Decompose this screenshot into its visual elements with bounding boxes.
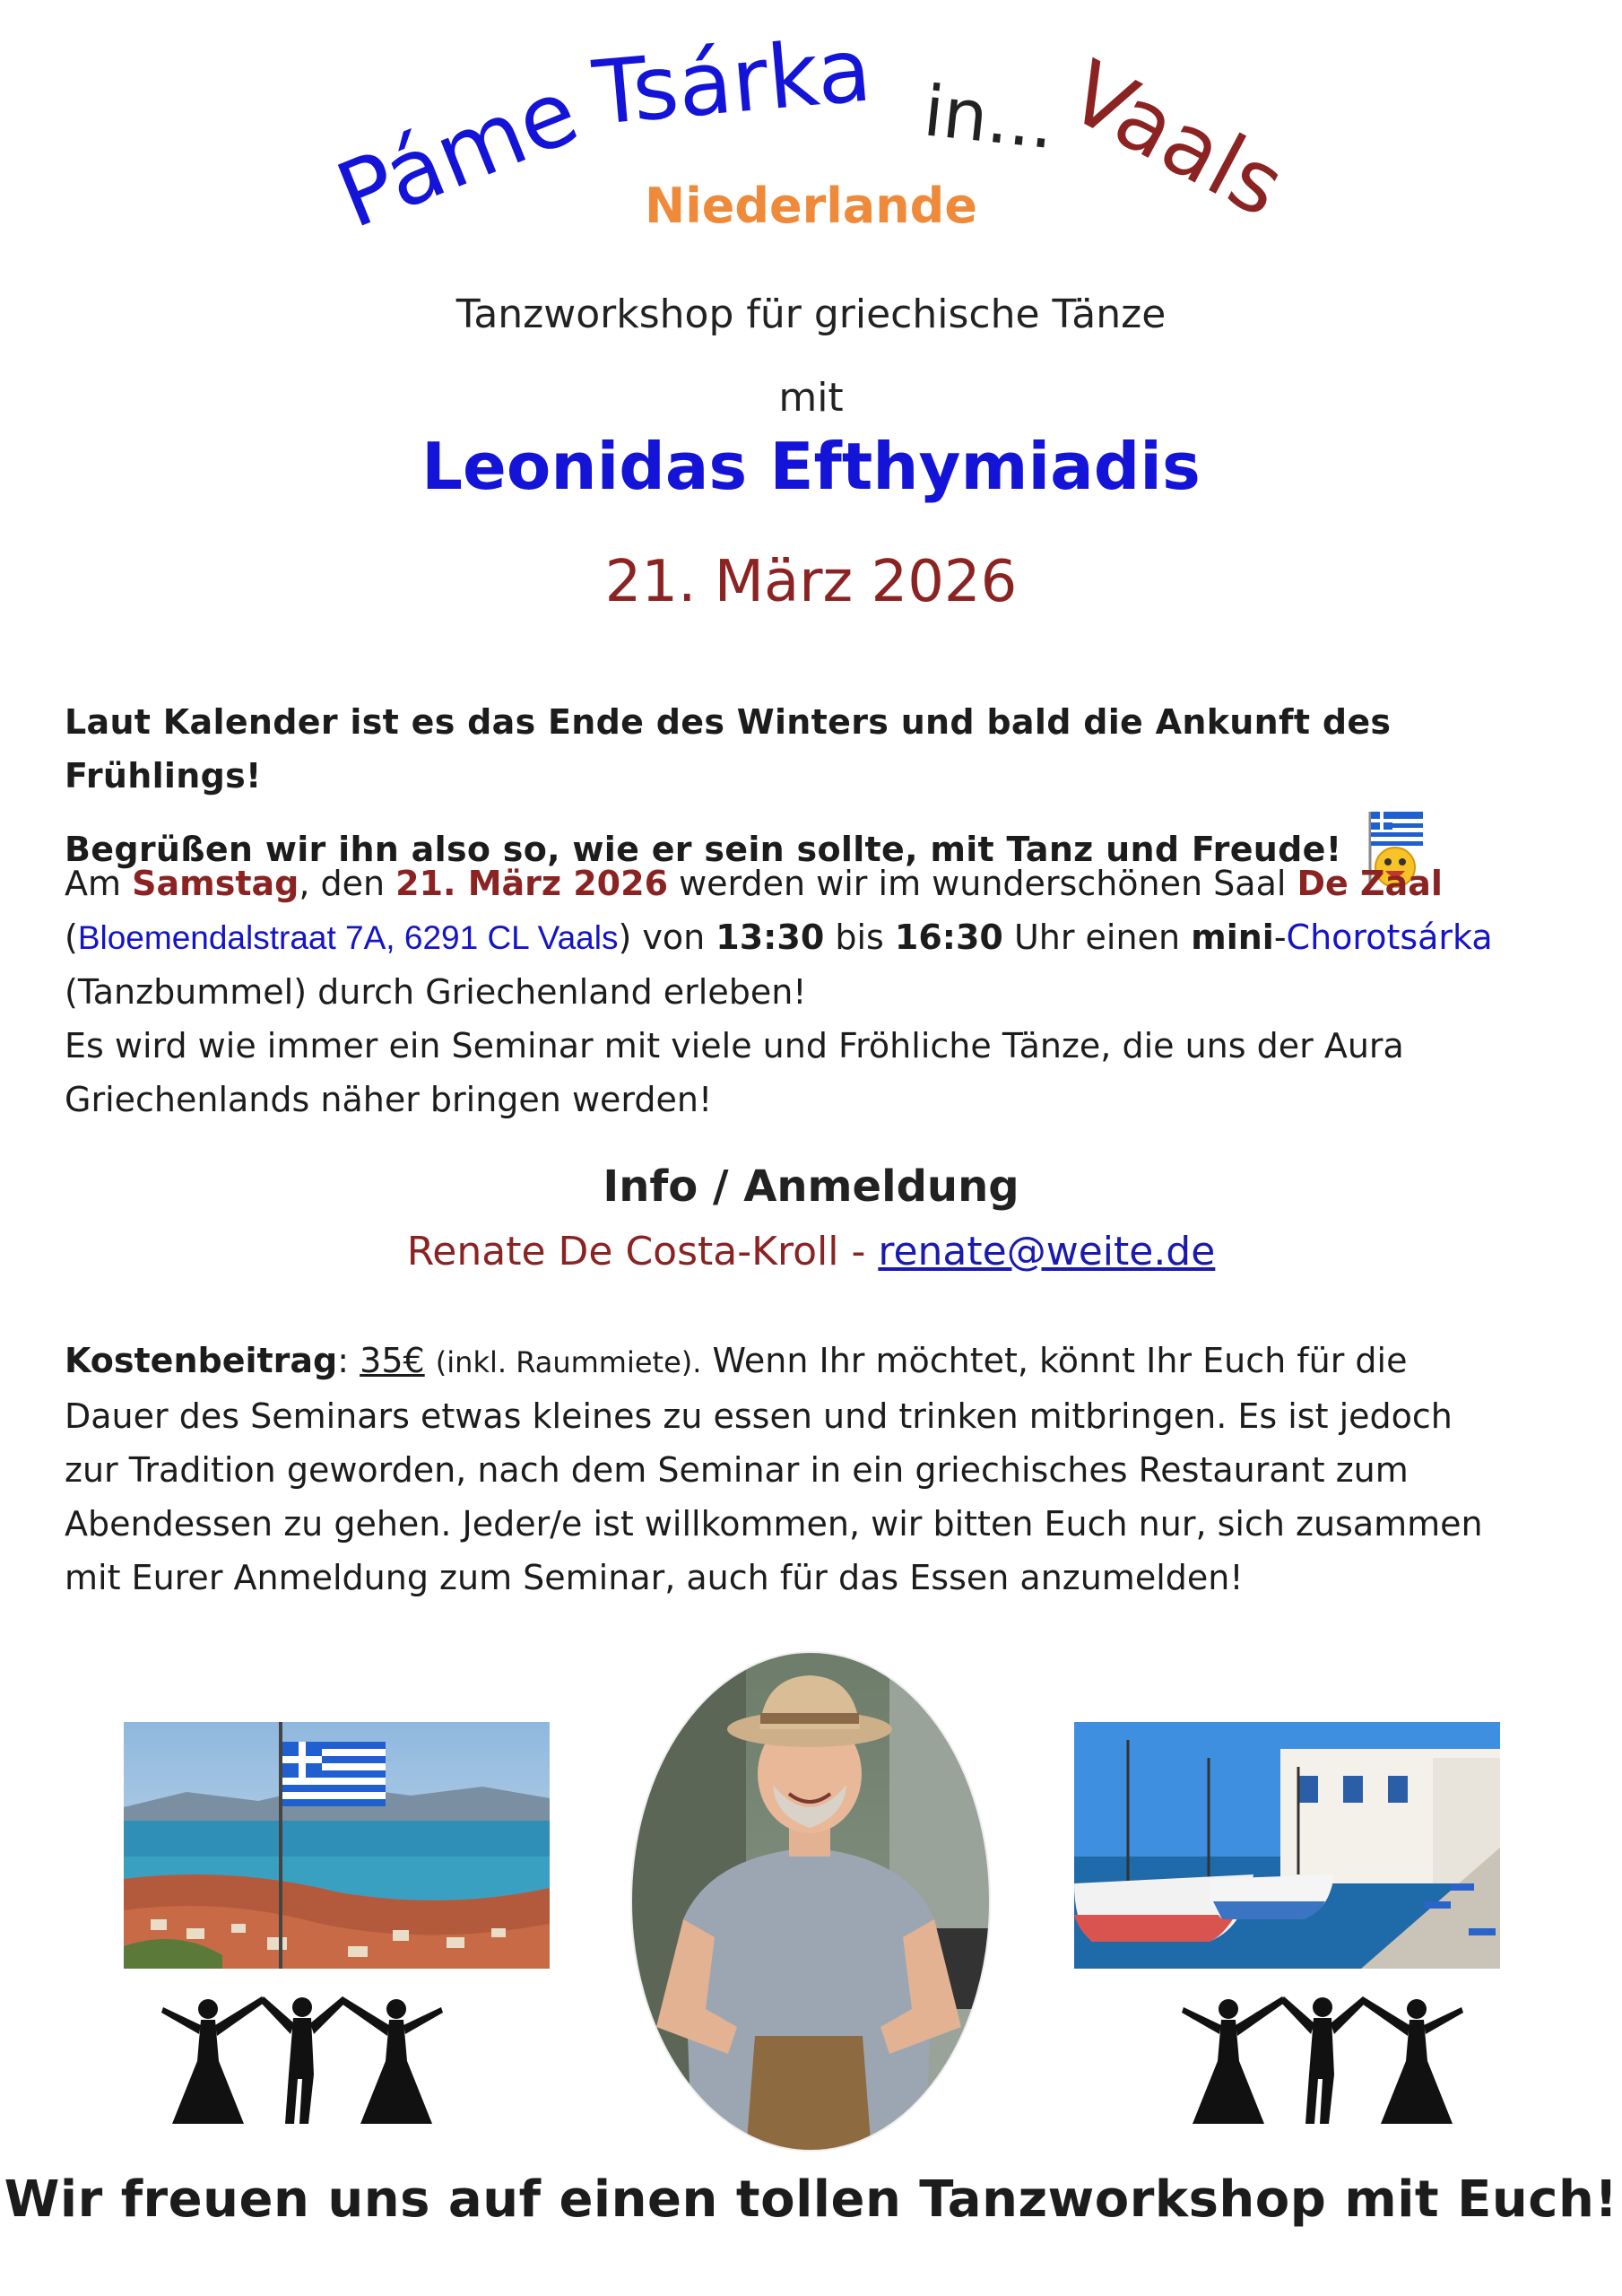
time-to: 16:30 xyxy=(894,918,1003,957)
mini-label: mini xyxy=(1191,918,1274,957)
costs-label: Kostenbeitrag xyxy=(65,1341,338,1380)
costs-line-3: zur Tradition geworden, nach dem Seminar in ein griechisches Restaurant zum xyxy=(65,1450,1409,1490)
dancer-silhouettes-right xyxy=(1175,1989,1470,2128)
time-from: 13:30 xyxy=(716,918,825,957)
costs-price: 35€ xyxy=(360,1341,425,1380)
workshop-subtitle: Tanzworkshop für griechische Tänze xyxy=(455,291,1167,337)
contact-email-link[interactable]: renate@weite.de xyxy=(878,1229,1216,1274)
title-word-in: in... xyxy=(920,71,1059,166)
event-date-inline: 21. März 2026 xyxy=(395,864,669,903)
event-date: 21. März 2026 xyxy=(604,549,1018,615)
costs-paragraph xyxy=(65,1334,1571,1605)
country-label: Niederlande xyxy=(645,178,977,234)
closing-message: Wir freuen uns auf einen tollen Tanzworkshop mit Euch! xyxy=(4,2170,1618,2229)
costs-line-4: Abendessen zu gehen. Jeder/e ist willkommen, wir bitten Euch nur, sich zusammen xyxy=(65,1504,1483,1544)
intro-line-1: Laut Kalender ist es das Ende des Winters und bald die Ankunft des Frühlings! xyxy=(65,702,1392,796)
venue-name: De Zaal xyxy=(1297,864,1443,903)
event-name: Chorotsárka xyxy=(1286,918,1493,957)
contact-separator: - xyxy=(851,1229,866,1274)
greek-flag-icon xyxy=(282,1742,386,1806)
details-paragraph xyxy=(65,857,1571,1126)
harbor-boats-photo xyxy=(1074,1722,1500,1969)
event-day: Samstag xyxy=(132,864,299,903)
venue-address: Bloemendalstraat 7A, 6291 CL Vaals xyxy=(77,919,619,956)
costs-note: (inkl. Raummiete). xyxy=(435,1345,702,1379)
dancer-silhouettes-left xyxy=(154,1989,450,2128)
teacher-name: Leonidas Efthymiadis xyxy=(421,429,1201,504)
with-label: mit xyxy=(778,375,844,421)
details-line-2: (Bloemendalstraat 7A, 6291 CL Vaals) von 13:30 bis 16:30 Uhr einen mini-Chorotsárka xyxy=(65,918,1493,957)
contact-name: Renate De Costa-Kroll xyxy=(406,1229,839,1274)
contact-line xyxy=(0,1229,1622,1274)
info-heading: Info / Anmeldung xyxy=(603,1161,1019,1212)
teacher-portrait-photo xyxy=(629,1650,992,2152)
details-line-4: Es wird wie immer ein Seminar mit viele und Fröhliche Tänze, die uns der Aura xyxy=(65,1026,1404,1065)
details-line-5: Griechenlands näher bringen werden! xyxy=(65,1080,713,1119)
details-line-3: (Tanzbummel) durch Griechenland erleben! xyxy=(65,972,807,1012)
title-word-vaals: Vaals xyxy=(1053,41,1300,237)
details-line-1: Am Samstag, den 21. März 2026 werden wir im wunderschönen Saal De Zaal xyxy=(65,864,1443,903)
costs-line-2: Dauer des Seminars etwas kleines zu essen und trinken mitbringen. Es ist jedoch xyxy=(65,1396,1453,1436)
greek-coast-flag-photo xyxy=(124,1722,550,1969)
title-word-pame: Páme xyxy=(323,58,592,249)
costs-line-1: Kostenbeitrag: 35€ (inkl. Raummiete). Wenn Ihr möchtet, könnt Ihr Euch für die xyxy=(65,1341,1408,1380)
title-word-tsarka: Tsárka xyxy=(589,19,876,145)
costs-line-5: mit Eurer Anmeldung zum Seminar, auch für das Essen anzumelden! xyxy=(65,1558,1244,1597)
intro-line-2: Begrüßen wir ihn also so, wie er sein sollte, mit Tanz und Freude! xyxy=(65,803,1571,900)
